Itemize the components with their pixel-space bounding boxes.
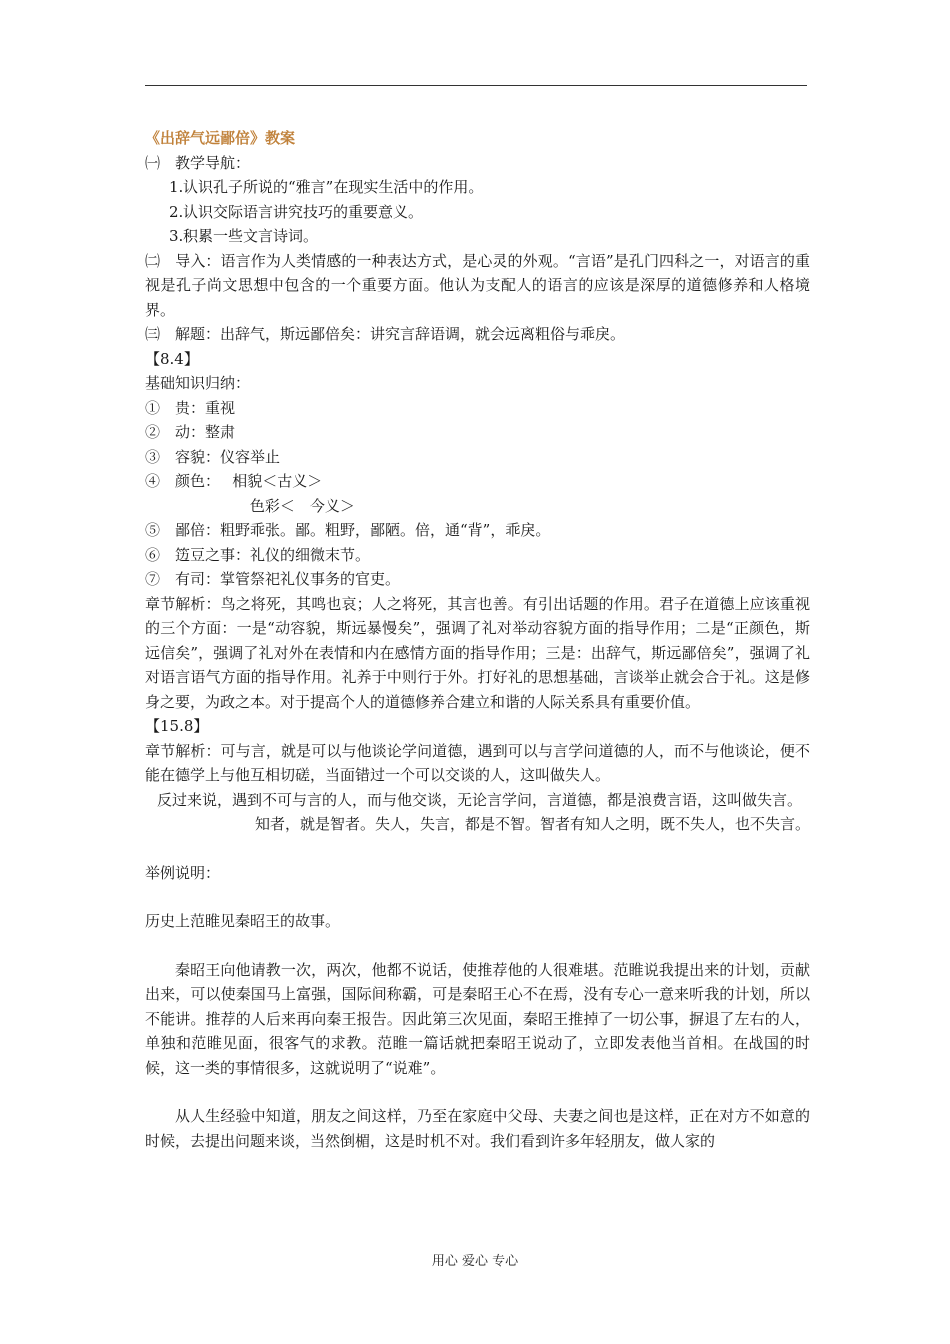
basics-item (145, 396, 810, 421)
basics-item-text: 鄙倍：粗野乖张。鄙。粗野，鄙陋。倍，通“背”，乖戾。 (160, 521, 551, 539)
basics-item (145, 469, 810, 494)
basics-item (145, 494, 810, 519)
experience-paragraph: 从人生经验中知道，朋友之间这样，乃至在家庭中父母、夫妻之间也是这样，正在对方不如意的时候，去提出问题来谈，当然倒楣，这是时机不对。我们看到许多年轻朋友，做人家的 (145, 1107, 810, 1150)
basics-heading: 基础知识归纳： (145, 374, 251, 392)
basics-item-text: 有司：掌管祭祀礼仪事务的官吏。 (160, 570, 401, 588)
analysis-paragraph-1: 章节解析：鸟之将死，其鸣也哀；人之将死，其言也善。有引出话题的作用。君子在道德上应该重视的三个方面：一是“动容貌，斯远暴慢矣”，强调了礼对举动容貌方面的指导作用；二是“正颜色，斯远信矣”，强调了礼对外在表情和内在感情方面的指导作用；三是：出辞气，斯远鄙倍矣”，强调了礼对语言语气方面的指导作用。礼养于中则行于外。打好礼的思想基础，言谈举止就会合于礼。这是修身之要，为政之本。对于提高个人的道德修养合建立和谐的人际关系具有重要价值。 (145, 594, 810, 711)
basics-item-text: 动：整肃 (160, 423, 236, 441)
nav-item (145, 175, 810, 200)
basics-item-number: ② (145, 423, 161, 441)
nav-item-number: 1. (169, 178, 184, 196)
nav-item-number: 2. (169, 202, 184, 221)
section-tag-15-8: 【15.8】 (145, 717, 209, 735)
basics-item-text: 容貌：仪容举止 (160, 447, 281, 466)
nav-item (145, 224, 810, 249)
nav-item-text: 认识孔子所说的“雅言”在现实生活中的作用。 (183, 178, 484, 196)
analysis-paragraph-2: 章节解析：可与言，就是可以与他谈论学问道德，遇到可以与言学问道德的人，而不与他谈论，便不能在德学上与他互相切磋，当面错过一个可以交谈的人，这叫做失人。 (145, 741, 810, 784)
intro-paragraph: ㈡ 导入：语言作为人类情感的一种表达方式，是心灵的外观。“言语”是孔门四科之一，对语言的重视是孔子尚文思想中包含的一个重要方面。他认为支配人的语言的应该是深厚的道德修养和人格境界。 (145, 251, 810, 319)
header-rule (145, 85, 807, 86)
basics-item-number: ③ (145, 447, 161, 466)
basics-item-number: ⑤ (145, 521, 161, 539)
basics-item-number: ⑦ (145, 570, 161, 588)
basics-item (145, 445, 810, 470)
basics-item-text: 颜色： 相貌＜古义＞ (160, 472, 323, 490)
nav-item-text: 积累一些文言诗词。 (183, 227, 319, 245)
document-title: 《出辞气远鄙倍》教案 (145, 129, 296, 147)
explain-paragraph: ㈢ 解题：出辞气，斯远鄙倍矣：讲究言辞语调，就会远离粗俗与乖戾。 (145, 325, 626, 343)
basics-item-text: 笾豆之事：礼仪的细微末节。 (160, 545, 371, 564)
example-heading: 举例说明： (145, 863, 221, 882)
basics-item-number: ④ (145, 472, 161, 490)
wisdom-line: 知者，就是智者。失人，失言，都是不智。智者有知人之明，既不失人，也不失言。 (254, 815, 810, 833)
basics-item-number: ① (145, 398, 161, 417)
basics-item-number: ⑥ (145, 545, 161, 564)
basics-item-text: 贵：重视 (160, 398, 236, 417)
nav-heading: ㈠ 教学导航： (145, 153, 251, 172)
basics-item (145, 543, 810, 568)
basics-item (145, 567, 810, 592)
basics-item (145, 420, 810, 445)
nav-item (145, 200, 810, 225)
section-tag-8-4: 【8.4】 (145, 349, 199, 368)
basics-item-text: 色彩＜ 今义＞ (145, 496, 355, 515)
page-footer: 用心 爱心 专心 (431, 1254, 519, 1269)
nav-item-text: 认识交际语言讲究技巧的重要意义。 (183, 202, 424, 221)
nav-item-number: 3. (169, 227, 184, 245)
story-paragraph: 秦昭王向他请教一次，两次，他都不说话，使推荐他的人很难堪。范睢说我提出来的计划，贡献出来，可以使秦国马上富强，国际间称霸，可是秦昭王心不在焉，没有专心一意来听我的计划，所以不能讲。推荐的人后来再向秦王报告。因此第三次见面，秦昭王推掉了一切公事，摒退了左右的人，单独和范睢见面，很客气的求教。范睢一篇话就把秦昭王说动了，立即发表他当首相。在战国的时候，这一类的事情很多，这就说明了“说难”。 (145, 960, 810, 1077)
story-title: 历史上范睢见秦昭王的故事。 (145, 912, 341, 930)
document-body (145, 126, 810, 1153)
analysis-paragraph-2-continued: 反过来说，遇到不可与言的人，而与他交谈，无论言学问，言道德，都是浪费言语，这叫做失言。 (157, 790, 803, 809)
basics-item (145, 518, 810, 543)
